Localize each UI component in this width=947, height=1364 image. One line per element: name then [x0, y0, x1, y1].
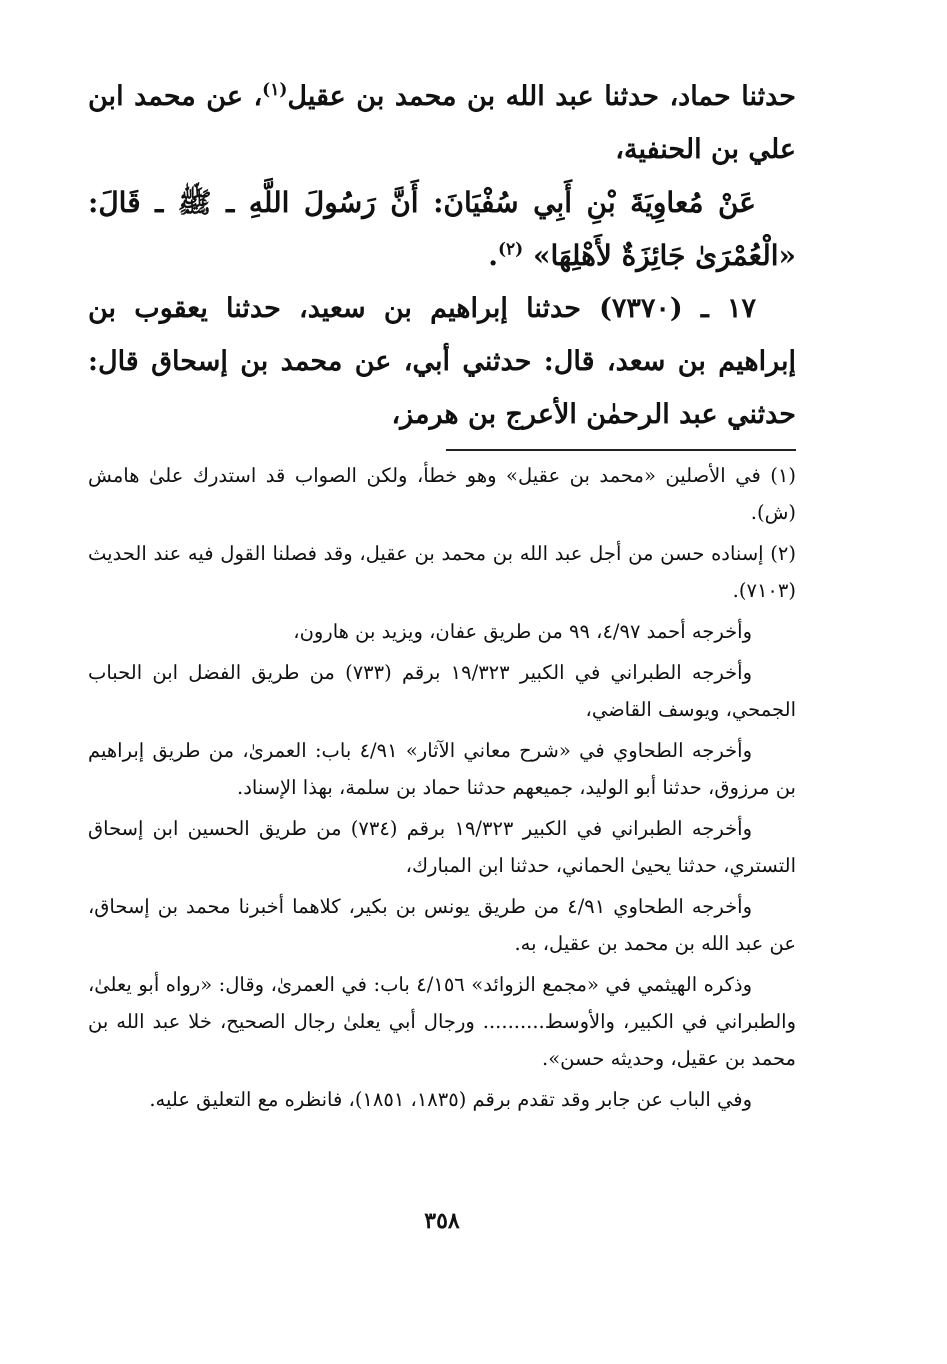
footnote-2: (٢) إسناده حسن من أجل عبد الله بن محمد بن عقيل، وقد فصلنا القول فيه عند الحديث (٧١٠٣).: [88, 542, 796, 602]
footnote-paragraph: وأخرجه أحمد ٤/٩٧، ٩٩ من طريق عفان، ويزيد بن هارون،: [293, 620, 752, 643]
page-number: ٣٥٨: [424, 1208, 460, 1234]
main-text: [88, 70, 796, 441]
hadith-end: .: [488, 239, 498, 272]
footnotes: [88, 457, 796, 1118]
footnote-ref-2: (٢): [497, 239, 524, 260]
footnote-paragraph: وأخرجه الطبراني في الكبير ١٩/٣٢٣ برقم (٧٣٣) من طريق الفضل ابن الحباب الجمحي، ويوسف القاضي،: [88, 661, 796, 721]
footnote-paragraph: وذكره الهيثمي في «مجمع الزوائد» ٤/١٥٦ باب: في العمرىٰ، وقال: «رواه أبو يعلىٰ، والطبراني في الكبير، والأوسط.......... ورجال أبي يعلىٰ رجال الصحيح، خلا عبد الله بن محمد بن عقيل، وحديثه حسن».: [88, 973, 796, 1070]
hadith-17-paragraph: ١٧ ـ (٧٣٧٠) حدثنا إبراهيم بن سعيد، حدثنا يعقوب بن إبراهيم بن سعد، قال: حدثني أبي، عن محمد بن إسحاق قال: حدثني عبد الرحمٰن الأعرج بن هرمز،: [88, 293, 796, 430]
footnote-1: (١) في الأصلين «محمد بن عقيل» وهو خطأ، ولكن الصواب قد استدرك علىٰ هامش (ش).: [88, 464, 796, 524]
hadith-quote: «الْعُمْرَىٰ جَائِزَةٌ لأَهْلِهَا»: [532, 239, 796, 272]
footnote-ref-1: (١): [262, 80, 288, 100]
footnote-paragraph: وفي الباب عن جابر وقد تقدم برقم (١٨٣٥، ١٨٥١)، فانظره مع التعليق عليه.: [149, 1088, 752, 1111]
page-body: [88, 70, 796, 1330]
isnad-paragraph: [88, 70, 796, 176]
footnote-separator: [446, 449, 796, 451]
isnad-continuation: ، عن محمد ابن علي بن الحنفية،: [88, 81, 796, 165]
footnote-paragraph: وأخرجه الطبراني في الكبير ١٩/٣٢٣ برقم (٧٣٤) من طريق الحسين ابن إسحاق التستري، حدثنا يحيىٰ الحماني، حدثنا ابن المبارك،: [88, 817, 796, 877]
hadith-paragraph: [88, 176, 796, 282]
footnote-paragraph: وأخرجه الطحاوي في «شرح معاني الآثار» ٤/٩١ باب: العمرىٰ، من طريق إبراهيم بن مرزوق، حدثنا أبو الوليد، جميعهم حدثنا حماد بن سلمة، بهذا الإسناد.: [88, 739, 796, 799]
isnad-text: حدثنا حماد، حدثنا عبد الله بن محمد بن عقيل: [287, 81, 796, 112]
footnote-paragraph: وأخرجه الطحاوي ٤/٩١ من طريق يونس بن بكير، كلاهما أخبرنا محمد بن إسحاق، عن عبد الله بن محمد بن عقيل، به.: [88, 895, 796, 955]
hadith-line: عَنْ مُعاوِيَةَ بْنِ أَبِي سُفْيَانَ: أَنَّ رَسُولَ اللَّهِ ـ ﷺ ـ قَالَ:: [88, 186, 756, 219]
